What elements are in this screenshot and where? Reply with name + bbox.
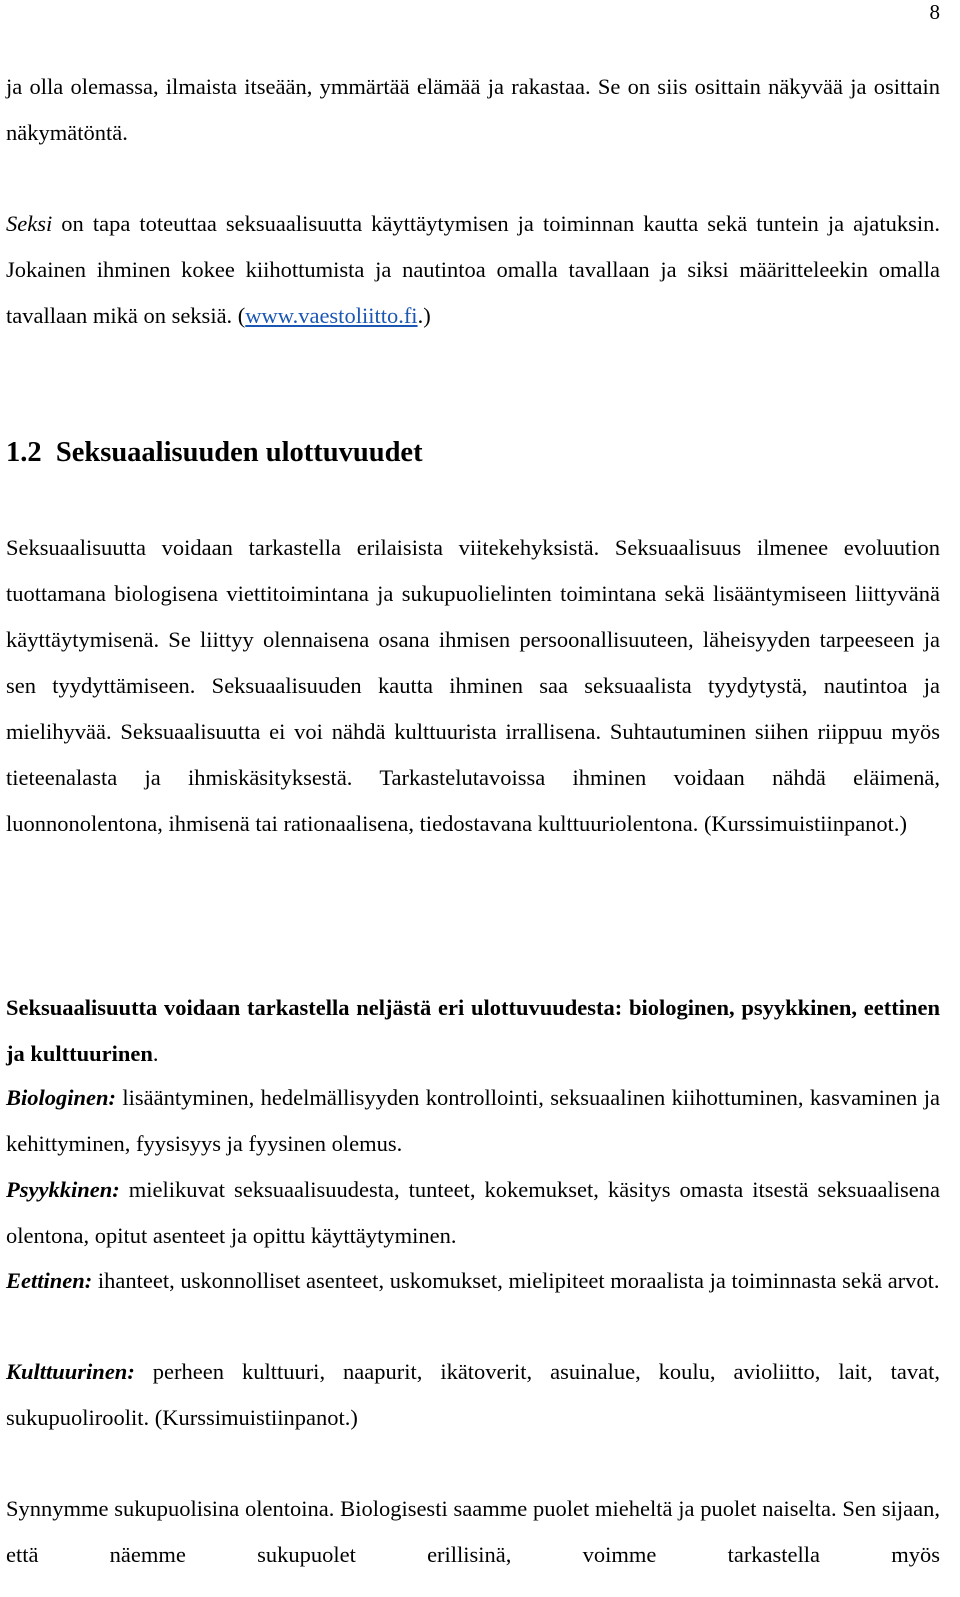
dimensions-intro bbox=[6, 985, 940, 1077]
seksi-text: on tapa toteuttaa seksuaalisuutta käyttäytymisen ja toiminnan kautta sekä tuntein ja ajatuksin. Jokainen ihminen kokee kiihottumista ja nautintoa omalla tavallaan ja siksi määritteleekin omalla tavallaan mikä on seksiä. ( bbox=[6, 211, 940, 328]
dimension-label: Eettinen: bbox=[6, 1268, 93, 1293]
seksi-text-end: .) bbox=[417, 303, 431, 328]
dimension-ethical bbox=[6, 1258, 940, 1304]
dimension-label: Biologinen: bbox=[6, 1085, 117, 1110]
dimension-biological bbox=[6, 1075, 940, 1167]
intro-paragraph: ja olla olemassa, ilmaista itseään, ymmärtää elämää ja rakastaa. Se on siis osittain näkyvää ja osittain näkymätöntä. bbox=[6, 74, 940, 145]
section-number: 1.2 bbox=[6, 437, 42, 468]
vaestoliitto-link[interactable]: www.vaestoliitto.fi bbox=[245, 303, 418, 328]
dimension-psychological bbox=[6, 1167, 940, 1259]
dimension-text: mielikuvat seksuaalisuudesta, tunteet, kokemukset, käsitys omasta itsestä seksuaalisena olentona, opitut asenteet ja opittu käyttäytyminen. bbox=[6, 1177, 940, 1248]
body-paragraph: Seksuaalisuutta voidaan tarkastella erilaisista viitekehyksistä. Seksuaalisuus ilmenee evoluution tuottamana biologisena viettitoimintana ja sukupuolielinten toimintana sekä lisääntymiseen liittyvänä käyttäytymisenä. Se liittyy olennaisena osana ihmisen persoonallisuuteen, läheisyyden tarpeeseen ja sen tyydyttämiseen. Seksuaalisuuden kautta ihminen saa seksuaalista tyydytystä, nautintoa ja mielihyvää. Seksuaalisuutta ei voi nähdä kulttuurista irrallisena. Suhtautuminen siihen riippuu myös tieteenalasta ja ihmiskäsityksestä. Tarkastelutavoissa ihminen voidaan nähdä eläimenä, luonnonolentona, ihmisenä tai rationaalisena, tiedostavana kulttuuriolentona. (Kurssimuistiinpanot.) bbox=[6, 535, 940, 836]
dimension-text: perheen kulttuuri, naapurit, ikätoverit, asuinalue, koulu, avioliitto, lait, tavat, sukupuoliroolit. (Kurssimuistiinpanot.) bbox=[6, 1359, 940, 1430]
dimensions-intro-bold: Seksuaalisuutta voidaan tarkastella neljästä eri ulottuvuudesta: biologinen, psyykkinen, eettinen ja kulttuurinen bbox=[6, 995, 940, 1066]
section-heading bbox=[6, 430, 423, 476]
section-title: Seksuaalisuuden ulottuvuudet bbox=[55, 437, 423, 468]
dimension-cultural bbox=[6, 1349, 940, 1441]
dimension-text: ihanteet, uskonnolliset asenteet, uskomukset, mielipiteet moraalista ja toiminnasta sekä arvot. bbox=[92, 1268, 940, 1293]
dimensions-intro-end: . bbox=[152, 1041, 159, 1066]
page-number: 8 bbox=[929, 0, 940, 24]
closing-paragraph: Synnymme sukupuolisina olentoina. Biologisesti saamme puolet mieheltä ja puolet naiselta. Sen sijaan, että näemme sukupuolet erillisinä, voimme tarkastella myös bbox=[6, 1496, 940, 1567]
dimension-text: lisääntyminen, hedelmällisyyden kontrollointi, seksuaalinen kiihottuminen, kasvaminen ja kehittyminen, fyysisyys ja fyysinen olemus. bbox=[6, 1085, 940, 1156]
dimension-label: Psyykkinen: bbox=[6, 1177, 120, 1202]
seksi-term: Seksi bbox=[6, 211, 53, 236]
seksi-paragraph bbox=[6, 201, 940, 339]
dimension-label: Kulttuurinen: bbox=[6, 1359, 135, 1384]
